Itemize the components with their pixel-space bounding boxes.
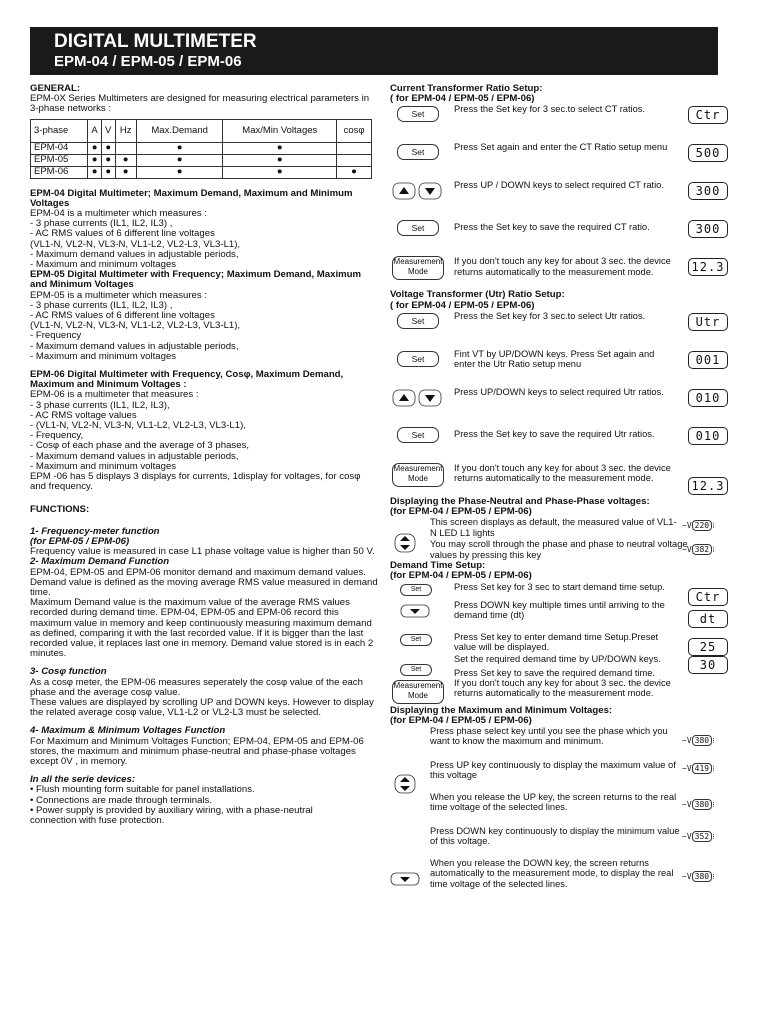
voltage-display: ~V 220 ⁝ bbox=[682, 521, 715, 531]
up-down-keys-icon[interactable] bbox=[392, 389, 442, 407]
epm05-line: - Maximum demand values in adjustable periods, bbox=[30, 340, 239, 352]
maxmin-step-text: When you release the UP key, the screen returns to the real time voltage of the selected lines. bbox=[430, 792, 677, 813]
function2-text: EPM-04, EPM-05 and EPM-06 monitor demand and maximum demand values. Demand value is defined as the moving average RMS value measured in demand time. bbox=[30, 566, 378, 598]
table-cell-mark: ● bbox=[223, 142, 337, 154]
voltage-readout: 220 bbox=[692, 520, 712, 531]
epm04-line: - Maximum and minimum voltages bbox=[30, 259, 177, 271]
serie-item: • Flush mounting form suitable for panel installations. bbox=[30, 784, 255, 796]
table-cell-mark: ● bbox=[115, 166, 136, 178]
set-key[interactable]: Set bbox=[397, 144, 439, 160]
lcd-display: 25 bbox=[688, 638, 728, 656]
voltage-display: ~V 380 ⁝ bbox=[682, 800, 715, 810]
set-key[interactable]: Set bbox=[400, 634, 432, 646]
phase-text-default: This screen displays as default, the measured value of VL1-N LED L1 lights bbox=[430, 517, 677, 538]
serie-item: connection with fuse protection. bbox=[30, 814, 165, 826]
voltage-display: ~V 352 ⁝ bbox=[682, 832, 715, 842]
maxmin-sub: (for EPM-04 / EPM-05 / EPM-06) bbox=[390, 714, 532, 726]
demand-step bbox=[390, 581, 721, 604]
demand-step bbox=[390, 600, 720, 632]
epm06-line: - (VL1-N, VL2-N, VL3-N, VL1-L2, VL2-L3, VL3-L1), bbox=[30, 420, 246, 432]
ct-step-text: Press Set again and enter the CT Ratio setup menu bbox=[454, 142, 668, 153]
lcd-display: 010 bbox=[688, 389, 728, 407]
voltage-display: ~V 419 ⁝ bbox=[682, 764, 715, 774]
voltage-display: ~V 380 ⁝ bbox=[682, 872, 715, 882]
vt-step-text: If you don't touch any key for about 3 sec. the device returns automatically to the measurement mode. bbox=[454, 462, 671, 484]
table-cell-mark: ● bbox=[101, 166, 115, 178]
lcd-display: 12.3 bbox=[688, 258, 728, 276]
table-header-cell: A bbox=[88, 119, 102, 142]
table-header-cell: Hz bbox=[115, 119, 136, 142]
voltage-readout: 380 bbox=[692, 735, 712, 746]
demand-step-text: Press Set key for 3 sec to start demand time setup. bbox=[454, 581, 665, 592]
maxmin-heading: Displaying the Maximum and Minimum Voltages: bbox=[390, 704, 613, 716]
vt-step-text: Press the Set key for 3 sec.to select Utr ratios. bbox=[454, 310, 646, 321]
demand-step-text: Press Set key to save the required demand time. bbox=[454, 667, 656, 678]
ct-step bbox=[390, 180, 720, 218]
voltage-display: ~V 382 ⁝ bbox=[682, 545, 715, 555]
ct-step bbox=[390, 142, 720, 180]
vt-step bbox=[390, 349, 720, 387]
epm05-line: - Maximum and minimum voltages bbox=[30, 350, 177, 362]
phase-sub: (for EPM-04 / EPM-05 / EPM-06) bbox=[390, 506, 532, 518]
lcd-display: dt bbox=[688, 610, 728, 628]
lcd-display: Utr bbox=[688, 313, 728, 331]
table-header-row bbox=[31, 119, 372, 142]
vt-step bbox=[390, 311, 720, 349]
vt-step bbox=[390, 425, 720, 463]
epm05-line: - 3 phase currents (IL1, IL2, IL3) , bbox=[30, 299, 173, 311]
ct-step bbox=[390, 256, 725, 290]
function3-text2: These values are displayed by scrolling UP and DOWN keys. However to display the related average cosφ value, VL1-L2 or VL2-L3 must be selected. bbox=[30, 696, 374, 719]
table-header-cell: Max/Min Voltages bbox=[223, 119, 337, 142]
table-cell-mark: ● bbox=[223, 154, 337, 166]
table-cell-mark: ● bbox=[101, 154, 115, 166]
table-cell-mark: ● bbox=[88, 154, 102, 166]
table-cell-mark: ● bbox=[136, 142, 223, 154]
general-heading: GENERAL: bbox=[30, 83, 81, 94]
table-cell-mark: ● bbox=[337, 166, 372, 178]
epm06-line: - Maximum and minimum voltages bbox=[30, 460, 177, 472]
vt-step bbox=[390, 462, 725, 497]
demand-step-text: If you don't touch any key for about 3 sec. the device returns automatically to the measurement mode. bbox=[454, 677, 671, 698]
table-cell-model: EPM-06 bbox=[31, 166, 88, 178]
epm05-line: - Frequency bbox=[30, 330, 82, 342]
ct-sub: ( for EPM-04 / EPM-05 / EPM-06) bbox=[390, 93, 535, 105]
table-header-cell: V bbox=[101, 119, 115, 142]
down-key-icon[interactable] bbox=[400, 604, 430, 618]
serie-item: • Connections are made through terminals. bbox=[30, 794, 213, 806]
right-column bbox=[390, 83, 725, 892]
table-header-cell: Max.Demand bbox=[136, 119, 223, 142]
ct-step-text: Press the Set key to save the required CT ratio. bbox=[454, 222, 650, 233]
measurement-mode-key[interactable]: Measurement Mode bbox=[392, 463, 444, 487]
demand-step-text: Press Set key to enter demand time Setup.Preset value will be displayed. bbox=[454, 631, 659, 652]
epm06-line: - Maximum demand values in adjustable periods, bbox=[30, 450, 239, 462]
page-title: DIGITAL MULTIMETER bbox=[54, 31, 257, 52]
table-cell-mark bbox=[337, 142, 372, 154]
function3-title: 3- Cosφ function bbox=[30, 666, 107, 678]
model-list: EPM-04 / EPM-05 / EPM-06 bbox=[54, 53, 242, 70]
table-cell-model: EPM-05 bbox=[31, 154, 88, 166]
voltage-readout: 382 bbox=[692, 544, 712, 555]
lcd-display: 300 bbox=[688, 182, 728, 200]
maxmin-step bbox=[390, 858, 720, 892]
phase-block bbox=[390, 517, 720, 561]
down-key-icon[interactable] bbox=[390, 872, 420, 886]
table-header-cell: cosφ bbox=[337, 119, 372, 142]
voltage-readout: 419 bbox=[692, 763, 712, 774]
table-row bbox=[31, 154, 372, 166]
ct-heading: Current Transformer Ratio Setup: bbox=[390, 83, 543, 94]
lcd-display: Ctr bbox=[688, 588, 728, 606]
epm06-line: - Cosφ of each phase and the average of 3 phases, bbox=[30, 440, 250, 452]
maxmin-step-text: Press phase select key until you see the phase which you want to know the maximum and minimum. bbox=[430, 726, 668, 747]
demand-step-text: Set the required demand time by UP/DOWN keys. bbox=[454, 653, 661, 664]
lcd-display: Ctr bbox=[688, 106, 728, 124]
vt-step-text: Press the Set key to save the required Utr ratios. bbox=[454, 428, 655, 439]
maxmin-step bbox=[390, 826, 720, 858]
header-banner bbox=[30, 27, 718, 75]
epm05-line: EPM-05 is a multimeter which measures : bbox=[30, 289, 208, 301]
functions-heading: FUNCTIONS: bbox=[30, 503, 90, 515]
left-column bbox=[30, 84, 378, 826]
table-cell-mark bbox=[337, 154, 372, 166]
vt-heading: Voltage Transformer (Utr) Ratio Setup: bbox=[390, 289, 565, 301]
table-cell-mark: ● bbox=[136, 154, 223, 166]
phase-select-key-icon[interactable] bbox=[394, 533, 416, 553]
maxmin-step bbox=[390, 792, 720, 826]
function1-title: 1- Frequency-meter function bbox=[30, 525, 160, 537]
function4-text: For Maximum and Minimum Voltages Function; EPM-04, EPM-05 and EPM-06 stores, the maximum and minimum phase-neutral and phase-phase voltages except 0V , in memory. bbox=[30, 735, 364, 767]
maxmin-step bbox=[390, 726, 720, 760]
voltage-readout: 380 bbox=[692, 871, 712, 882]
epm04-line: (VL1-N, VL2-N, VL3-N, VL1-L2, VL2-L3, VL3-L1), bbox=[30, 238, 241, 250]
lcd-display: 010 bbox=[688, 427, 728, 445]
demand-sub: (for EPM-04 / EPM-05 / EPM-06) bbox=[390, 570, 532, 582]
measurement-mode-key[interactable]: Measurement Mode bbox=[392, 680, 444, 704]
phase-text-scroll: You may scroll through the phase and phase to neutral voltage values by pressing this key bbox=[430, 539, 688, 560]
demand-step bbox=[390, 632, 720, 654]
lcd-display: 30 bbox=[688, 656, 728, 674]
function2-text2: Maximum Demand value is the maximum value of the average RMS values recorded during demand time. EPM-04, EPM-05 and EPM-06 record this maximum value in memory and keep continuously measuring maximum demand as defined, comparing it with the last recorded value. If it is bigger than the last recorded value, it replaces last one in memory. Demand value stored is in each 2 minutes. bbox=[30, 597, 374, 660]
ct-step-text: Press UP / DOWN keys to select required CT ratio. bbox=[454, 180, 664, 191]
lcd-display: 500 bbox=[688, 144, 728, 162]
lcd-display: 300 bbox=[688, 220, 728, 238]
ct-step bbox=[390, 104, 720, 142]
epm04-line: - Maximum demand values in adjustable periods, bbox=[30, 248, 239, 260]
vt-step-text: Press UP/DOWN keys to select required Utr ratios. bbox=[454, 386, 664, 397]
vt-step bbox=[390, 387, 720, 425]
up-down-keys-icon[interactable] bbox=[392, 182, 442, 200]
voltage-display: ~V 380 ⁝ bbox=[682, 736, 715, 746]
epm05-heading: EPM-05 Digital Multimeter with Frequency; Maximum Demand, Maximum and Minimum Voltages bbox=[30, 269, 362, 291]
set-key[interactable]: Set bbox=[397, 351, 439, 367]
maxmin-step-text: When you release the DOWN key, the screen returns automatically to the measurement mode, to display the real time voltage of the selected lines. bbox=[430, 858, 674, 889]
up-down-key-icon[interactable] bbox=[394, 774, 416, 794]
table-cell-mark: ● bbox=[223, 166, 337, 178]
epm04-heading: EPM-04 Digital Multimeter; Maximum Demand, Maximum and Minimum Voltages bbox=[30, 187, 353, 209]
vt-step-text: Fint VT by UP/DOWN keys. Press Set again and enter the Utr Ratio setup menu bbox=[454, 348, 655, 370]
demand-heading: Demand Time Setup: bbox=[390, 560, 486, 572]
epm04-line: EPM-04 is a multimeter which measures : bbox=[30, 208, 208, 220]
set-key[interactable]: Set bbox=[400, 584, 432, 596]
general-intro: EPM-0X Series Multimeters are designed for measuring electrical parameters in 3-phase networks : bbox=[30, 93, 370, 115]
lcd-display: 001 bbox=[688, 351, 728, 369]
epm05-line: (VL1-N, VL2-N, VL3-N, VL1-L2, VL2-L3, VL3-L1), bbox=[30, 320, 241, 332]
phase-heading: Displaying the Phase-Neutral and Phase-Phase voltages: bbox=[390, 495, 650, 507]
function2-title: 2- Maximum Demand Function bbox=[30, 556, 170, 568]
table-cell-mark: ● bbox=[88, 166, 102, 178]
set-key[interactable]: Set bbox=[397, 427, 439, 443]
maxmin-step-text: Press DOWN key continuously to display the minimum value of this voltage. bbox=[430, 826, 680, 847]
epm04-line: - AC RMS values of 6 different line voltages bbox=[30, 228, 215, 240]
table-cell-mark: ● bbox=[101, 142, 115, 154]
epm06-line: EPM -06 has 5 displays 3 displays for currents, 1display for voltages, for cosφ and frequency. bbox=[30, 471, 361, 493]
demand-step-text: Press DOWN key multiple times until arriving to the demand time (dt) bbox=[454, 599, 665, 620]
ct-step-text: Press the Set key for 3 sec.to select CT ratios. bbox=[454, 104, 646, 115]
function3-text: As a cosφ meter, the EPM-06 measures seperately the cosφ value of the each phase and the average cosφ value. bbox=[30, 676, 363, 698]
function1-text: Frequency value is measured in case L1 phase voltage value is higher than 50 V. bbox=[30, 546, 375, 558]
voltage-readout: 380 bbox=[692, 799, 712, 810]
table-cell-mark: ● bbox=[88, 142, 102, 154]
function1-sub: (for EPM-05 / EPM-06) bbox=[30, 535, 130, 547]
function4-title: 4- Maximum & Minimum Voltages Function bbox=[30, 725, 226, 737]
maxmin-step bbox=[390, 760, 720, 792]
table-cell-mark: ● bbox=[115, 154, 136, 166]
epm06-line: - AC RMS voltage values bbox=[30, 409, 137, 421]
set-key[interactable]: Set bbox=[400, 664, 432, 676]
table-cell-mark: ● bbox=[136, 166, 223, 178]
measurement-mode-key[interactable]: Measurement Mode bbox=[392, 256, 444, 280]
epm06-line: - 3 phase currents (IL1, IL2, IL3), bbox=[30, 399, 170, 411]
epm04-line: - 3 phase currents (IL1, IL2, IL3) , bbox=[30, 218, 173, 230]
ct-step bbox=[390, 218, 720, 256]
ct-step-text: If you don't touch any key for about 3 sec. the device returns automatically to the measurement mode. bbox=[454, 256, 671, 277]
set-key[interactable]: Set bbox=[397, 313, 439, 329]
phase-feature-table bbox=[30, 119, 372, 179]
voltage-readout: 352 bbox=[692, 831, 712, 842]
maxmin-step-text: Press UP key continuously to display the maximum value of this voltage bbox=[430, 760, 676, 781]
set-key[interactable]: Set bbox=[397, 220, 439, 236]
table-cell-mark bbox=[115, 142, 136, 154]
vt-sub: ( for EPM-04 / EPM-05 / EPM-06) bbox=[390, 299, 535, 311]
epm06-line: EPM-06 is a multimeter that measures : bbox=[30, 389, 199, 401]
serie-item: • Power supply is provided by auxiliary wiring, with a phase-neutral bbox=[30, 804, 313, 816]
serie-title: In all the serie devices: bbox=[30, 774, 136, 786]
epm06-heading: EPM-06 Digital Multimeter with Frequency, Cosφ, Maximum Demand, Maximum and Minimum Voltages : bbox=[30, 369, 344, 391]
lcd-display: 12.3 bbox=[688, 477, 728, 495]
table-cell-model: EPM-04 bbox=[31, 142, 88, 154]
epm06-line: - Frequency, bbox=[30, 430, 84, 442]
demand-step bbox=[390, 654, 720, 668]
demand-step bbox=[390, 677, 720, 712]
table-header-cell: 3-phase bbox=[31, 119, 88, 142]
epm05-line: - AC RMS values of 6 different line voltages bbox=[30, 310, 215, 322]
set-key[interactable]: Set bbox=[397, 106, 439, 122]
table-row bbox=[31, 166, 372, 178]
table-row bbox=[31, 142, 372, 154]
